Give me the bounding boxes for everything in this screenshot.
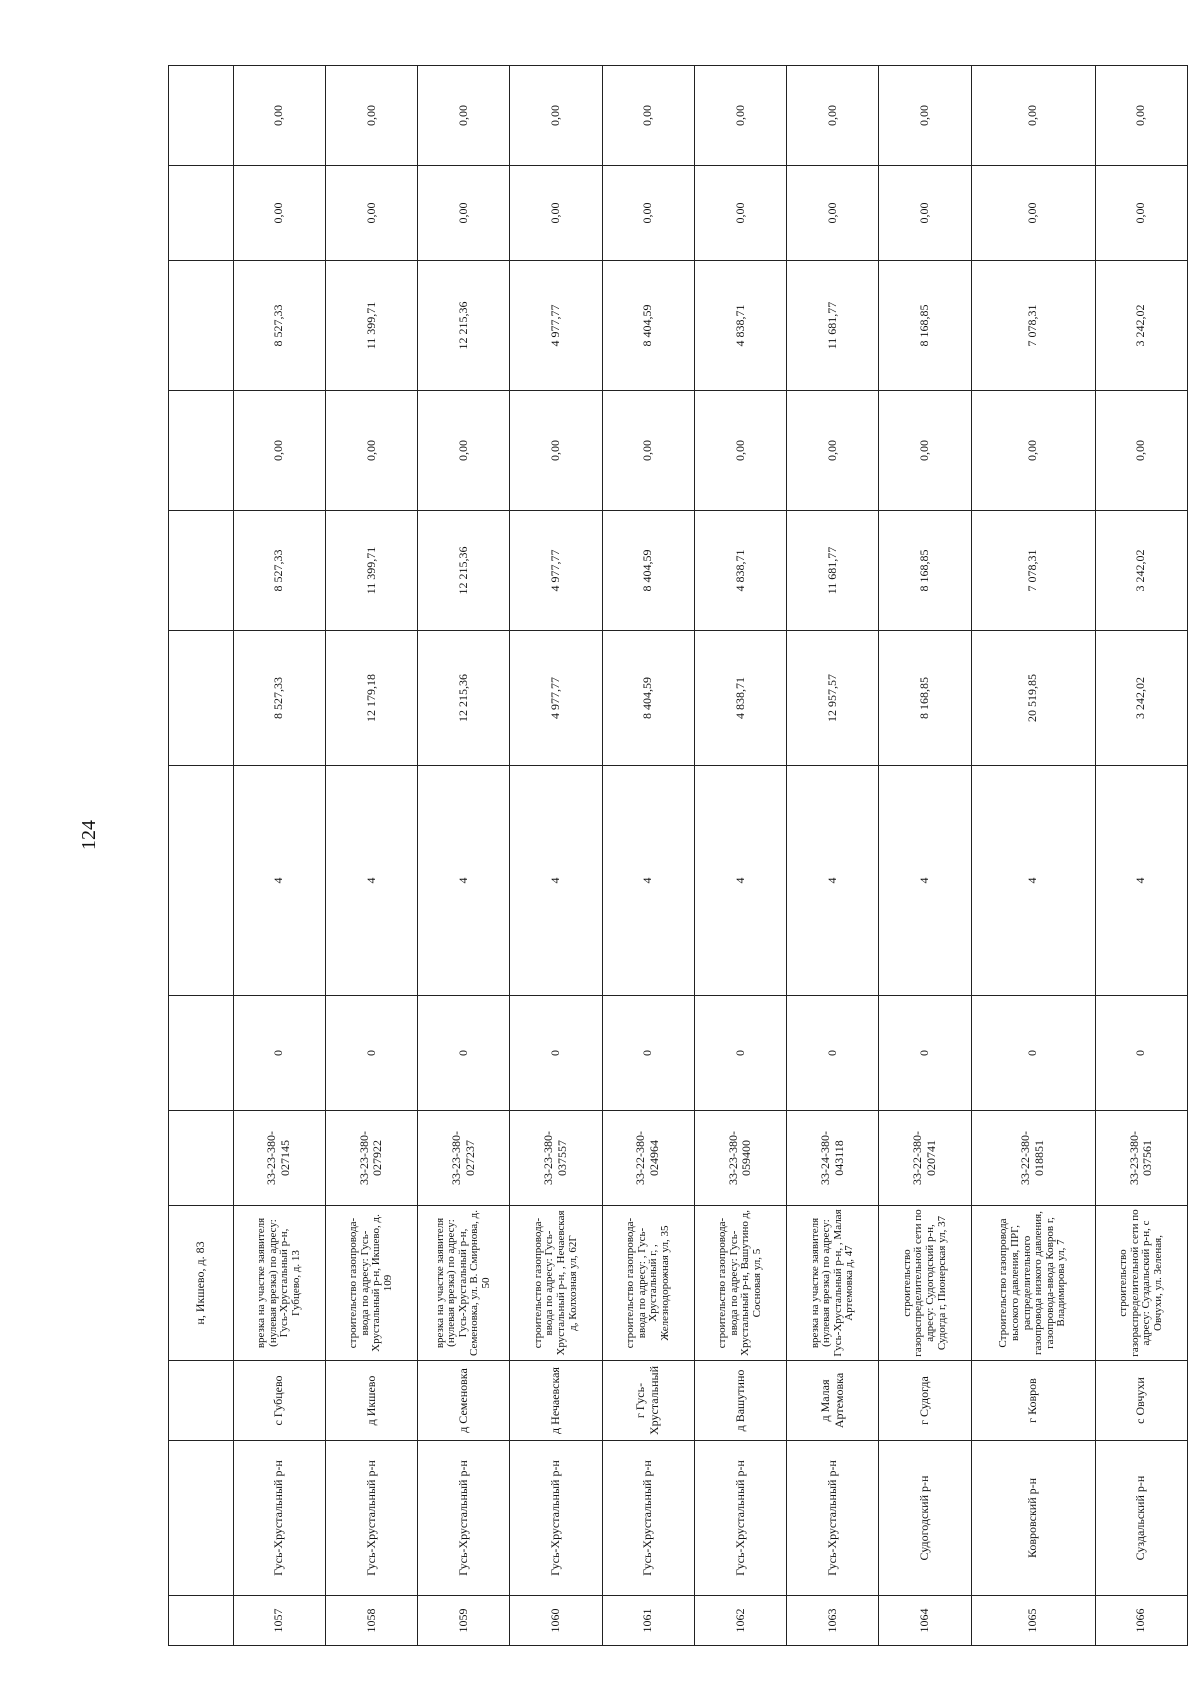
cell-district: Гусь-Хрустальный р-н xyxy=(787,1441,879,1596)
cell-col8: 7 078,31 xyxy=(971,511,1095,631)
cell-col9: 0,00 xyxy=(510,391,602,511)
cell-col5: 0 xyxy=(694,996,786,1111)
cell-col5: 0 xyxy=(418,996,510,1111)
cell-empty xyxy=(169,1361,234,1441)
cell-col12: 0,00 xyxy=(787,66,879,166)
cell-description: строительство газораспределительной сети по адресу: Суздальский р-н, с Овчухи, ул. Зеленая, xyxy=(1095,1206,1187,1361)
cell-empty xyxy=(169,166,234,261)
page-number: 124 xyxy=(78,820,100,850)
cell-empty xyxy=(169,511,234,631)
cell-col5: 0 xyxy=(1095,996,1187,1111)
cell-col11: 0,00 xyxy=(233,166,325,261)
cell-col6: 4 xyxy=(1095,766,1187,996)
cell-application-code: 33-23-380-027922 xyxy=(325,1111,417,1206)
cell-col8: 8 168,85 xyxy=(879,511,971,631)
cell-col9: 0,00 xyxy=(1095,391,1187,511)
cell-col8: 8 527,33 xyxy=(233,511,325,631)
cell-district: Гусь-Хрустальный р-н xyxy=(233,1441,325,1596)
cell-locality: с Губцево xyxy=(233,1361,325,1441)
cell-locality: д Вашутино xyxy=(694,1361,786,1441)
cell-col12: 0,00 xyxy=(510,66,602,166)
cell-empty xyxy=(169,66,234,166)
cell-col10: 3 242,02 xyxy=(1095,261,1187,391)
cell-col5: 0 xyxy=(510,996,602,1111)
cell-col10: 4 838,71 xyxy=(694,261,786,391)
table-row xyxy=(1095,66,1187,1646)
cell-application-code: 33-23-380-027237 xyxy=(418,1111,510,1206)
cell-col9: 0,00 xyxy=(971,391,1095,511)
cell-col7: 12 179,18 xyxy=(325,631,417,766)
cell-row-number: 1061 xyxy=(602,1596,694,1646)
cell-district: Гусь-Хрустальный р-н xyxy=(510,1441,602,1596)
cell-district: Гусь-Хрустальный р-н xyxy=(694,1441,786,1596)
cell-locality: д Малая Артемовка xyxy=(787,1361,879,1441)
cell-col7: 4 977,77 xyxy=(510,631,602,766)
cell-col5: 0 xyxy=(602,996,694,1111)
cell-col12: 0,00 xyxy=(325,66,417,166)
cell-description: строительство газопровода-ввода по адресу: Гусь-Хрустальный р-н, Вашутино д, Сосновая ул, 5 xyxy=(694,1206,786,1361)
cell-col10: 11 399,71 xyxy=(325,261,417,391)
table-row xyxy=(602,66,694,1646)
cell-locality: г Гусь-Хрустальный xyxy=(602,1361,694,1441)
cell-col9: 0,00 xyxy=(602,391,694,511)
cell-address-tail: н, Икшево, д. 83 xyxy=(169,1206,234,1361)
cell-col11: 0,00 xyxy=(418,166,510,261)
cell-application-code: 33-22-380-024964 xyxy=(602,1111,694,1206)
cell-description: врезка на участке заявителя (нулевая врезка) по адресу: Гусь-Хрустальный р-н, Семеновка, ул. В. Смирнова, д. 50 xyxy=(418,1206,510,1361)
cell-col5: 0 xyxy=(233,996,325,1111)
cell-empty xyxy=(169,1111,234,1206)
rotated-table-wrapper xyxy=(168,106,1188,1646)
cell-col9: 0,00 xyxy=(787,391,879,511)
cell-application-code: 33-23-380-037557 xyxy=(510,1111,602,1206)
cell-col10: 8 404,59 xyxy=(602,261,694,391)
cell-application-code: 33-22-380-018851 xyxy=(971,1111,1095,1206)
cell-district: Гусь-Хрустальный р-н xyxy=(602,1441,694,1596)
cell-col8: 8 404,59 xyxy=(602,511,694,631)
cell-row-number: 1062 xyxy=(694,1596,786,1646)
cell-locality: д Икшево xyxy=(325,1361,417,1441)
cell-empty xyxy=(169,1596,234,1646)
cell-district: Гусь-Хрустальный р-н xyxy=(418,1441,510,1596)
cell-district: Судогодский р-н xyxy=(879,1441,971,1596)
cell-application-code: 33-23-380-059400 xyxy=(694,1111,786,1206)
cell-col7: 20 519,85 xyxy=(971,631,1095,766)
cell-col7: 8 527,33 xyxy=(233,631,325,766)
cell-description: врезка на участке заявителя (нулевая врезка) по адресу: Гусь-Хрустальный р-н, , Малая Артемовка д, 47 xyxy=(787,1206,879,1361)
cell-col7: 8 168,85 xyxy=(879,631,971,766)
cell-col9: 0,00 xyxy=(325,391,417,511)
cell-col12: 0,00 xyxy=(879,66,971,166)
cell-col12: 0,00 xyxy=(602,66,694,166)
cell-col9: 0,00 xyxy=(879,391,971,511)
cell-col6: 4 xyxy=(694,766,786,996)
cell-description: врезка на участке заявителя (нулевая врезка) по адресу: Гусь-Хрустальный р-н, Губцево, д. 13 xyxy=(233,1206,325,1361)
cell-empty xyxy=(169,261,234,391)
cell-col11: 0,00 xyxy=(325,166,417,261)
cell-col5: 0 xyxy=(879,996,971,1111)
cell-row-number: 1065 xyxy=(971,1596,1095,1646)
cell-col11: 0,00 xyxy=(971,166,1095,261)
cell-col10: 8 527,33 xyxy=(233,261,325,391)
cell-application-code: 33-23-380-027145 xyxy=(233,1111,325,1206)
cell-col10: 4 977,77 xyxy=(510,261,602,391)
gas-connections-table xyxy=(168,65,1188,1646)
cell-row-number: 1064 xyxy=(879,1596,971,1646)
cell-col10: 8 168,85 xyxy=(879,261,971,391)
cell-col6: 4 xyxy=(418,766,510,996)
cell-col12: 0,00 xyxy=(694,66,786,166)
cell-application-code: 33-23-380-037561 xyxy=(1095,1111,1187,1206)
table-row xyxy=(787,66,879,1646)
cell-district: Ковровский р-н xyxy=(971,1441,1095,1596)
cell-empty xyxy=(169,996,234,1111)
cell-row-number: 1066 xyxy=(1095,1596,1187,1646)
cell-col11: 0,00 xyxy=(787,166,879,261)
table-row xyxy=(510,66,602,1646)
cell-description: строительство газопровода-ввода по адресу: Гусь-Хрустальный р-н, , Нечаевская д, Колхозная ул, 62Г xyxy=(510,1206,602,1361)
cell-col8: 3 242,02 xyxy=(1095,511,1187,631)
cell-locality: д Нечаевская xyxy=(510,1361,602,1441)
cell-row-number: 1059 xyxy=(418,1596,510,1646)
cell-row-number: 1058 xyxy=(325,1596,417,1646)
cell-col6: 4 xyxy=(233,766,325,996)
cell-col6: 4 xyxy=(602,766,694,996)
cell-locality: г Ковров xyxy=(971,1361,1095,1441)
cell-locality: с Овчухи xyxy=(1095,1361,1187,1441)
cell-row-number: 1057 xyxy=(233,1596,325,1646)
cell-col7: 12 215,36 xyxy=(418,631,510,766)
cell-col10: 11 681,77 xyxy=(787,261,879,391)
cell-col5: 0 xyxy=(787,996,879,1111)
table-row-continuation xyxy=(169,66,234,1646)
cell-col7: 4 838,71 xyxy=(694,631,786,766)
cell-col7: 3 242,02 xyxy=(1095,631,1187,766)
cell-description: строительство газопровода-ввода по адресу: , Гусь-Хрустальный г, , Железнодорожная ул, 35 xyxy=(602,1206,694,1361)
cell-col7: 12 957,57 xyxy=(787,631,879,766)
cell-application-code: 33-24-380-043118 xyxy=(787,1111,879,1206)
cell-col11: 0,00 xyxy=(694,166,786,261)
cell-col8: 12 215,36 xyxy=(418,511,510,631)
cell-application-code: 33-22-380-020741 xyxy=(879,1111,971,1206)
table-row xyxy=(971,66,1095,1646)
table-row xyxy=(233,66,325,1646)
cell-col6: 4 xyxy=(971,766,1095,996)
cell-col7: 8 404,59 xyxy=(602,631,694,766)
cell-col8: 4 977,77 xyxy=(510,511,602,631)
cell-col12: 0,00 xyxy=(233,66,325,166)
cell-col10: 7 078,31 xyxy=(971,261,1095,391)
cell-col6: 4 xyxy=(325,766,417,996)
cell-empty xyxy=(169,391,234,511)
table-row xyxy=(694,66,786,1646)
cell-locality: д Семеновка xyxy=(418,1361,510,1441)
cell-empty xyxy=(169,766,234,996)
cell-col9: 0,00 xyxy=(694,391,786,511)
table-body xyxy=(169,66,1188,1646)
cell-col12: 0,00 xyxy=(418,66,510,166)
cell-col8: 11 399,71 xyxy=(325,511,417,631)
cell-col8: 4 838,71 xyxy=(694,511,786,631)
table-row xyxy=(325,66,417,1646)
cell-description: Строительство газопровода высокого давления, ПРГ, распределительного газопровода низкого давления, газопровода-ввода Ковров г, Владимирова ул, 7 xyxy=(971,1206,1095,1361)
cell-col11: 0,00 xyxy=(510,166,602,261)
rotated-table-area xyxy=(168,106,1188,1646)
cell-col5: 0 xyxy=(325,996,417,1111)
cell-district: Гусь-Хрустальный р-н xyxy=(325,1441,417,1596)
cell-col6: 4 xyxy=(787,766,879,996)
table-row xyxy=(879,66,971,1646)
cell-district: Суздальский р-н xyxy=(1095,1441,1187,1596)
cell-col6: 4 xyxy=(879,766,971,996)
cell-empty xyxy=(169,1441,234,1596)
cell-col5: 0 xyxy=(971,996,1095,1111)
cell-locality: г Судогда xyxy=(879,1361,971,1441)
cell-row-number: 1060 xyxy=(510,1596,602,1646)
cell-empty xyxy=(169,631,234,766)
cell-col9: 0,00 xyxy=(233,391,325,511)
cell-col12: 0,00 xyxy=(1095,66,1187,166)
cell-col12: 0,00 xyxy=(971,66,1095,166)
cell-col11: 0,00 xyxy=(602,166,694,261)
cell-row-number: 1063 xyxy=(787,1596,879,1646)
cell-description: строительство газопровода-ввода по адресу: Гусь-Хрустальный р-н, Икшево, д. 109 xyxy=(325,1206,417,1361)
cell-col11: 0,00 xyxy=(879,166,971,261)
cell-description: строительство газораспределительной сети по адресу: Судогодский р-н, Судогда г, Пионерская ул, 37 xyxy=(879,1206,971,1361)
cell-col6: 4 xyxy=(510,766,602,996)
table-row xyxy=(418,66,510,1646)
cell-col8: 11 681,77 xyxy=(787,511,879,631)
cell-col10: 12 215,36 xyxy=(418,261,510,391)
cell-col11: 0,00 xyxy=(1095,166,1187,261)
cell-col9: 0,00 xyxy=(418,391,510,511)
